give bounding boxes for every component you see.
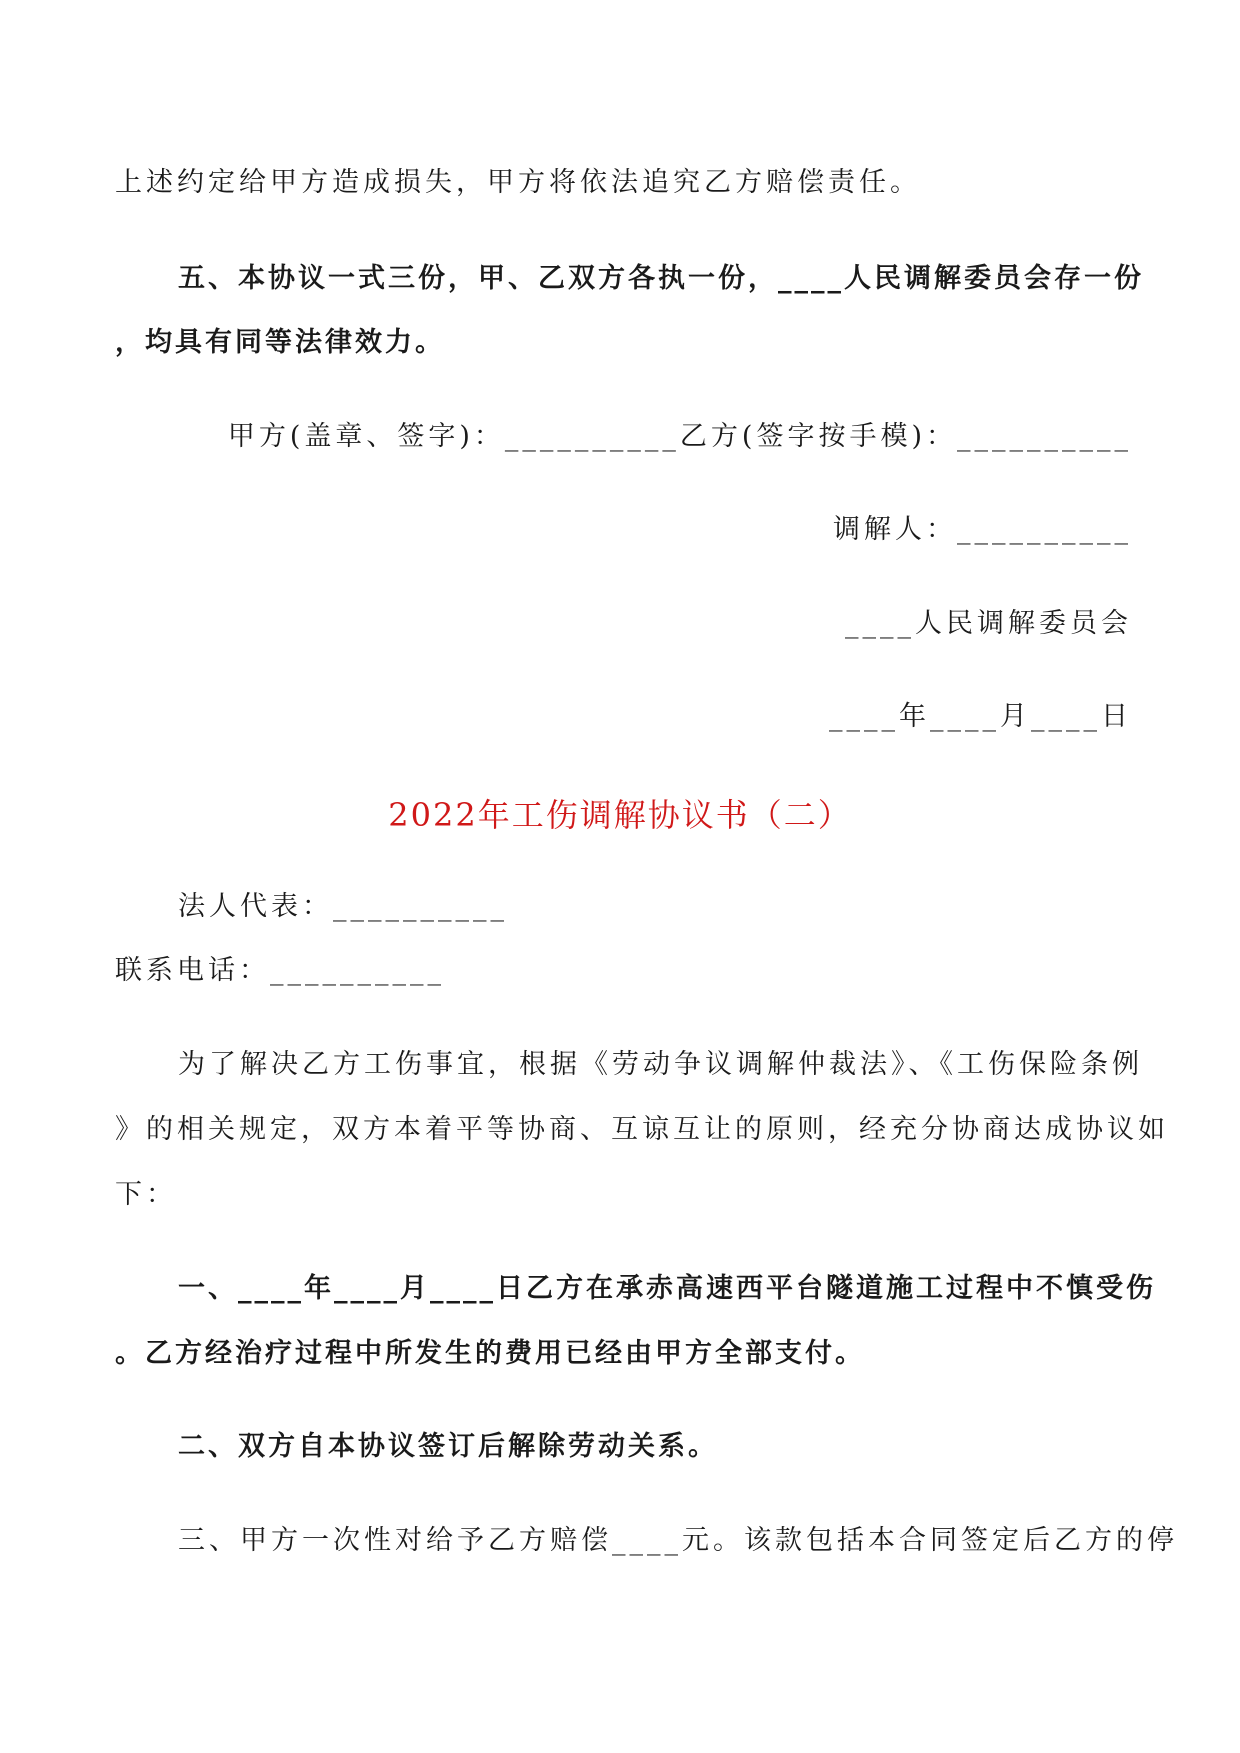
mediator-signature: 调解人：__________ [833,514,1132,545]
contact-phone: 联系电话：__________ [115,955,445,986]
legal-representative: 法人代表：__________ [178,891,508,922]
intro-line-3: 下： [115,1179,177,1210]
clause-5-line-2: ，均具有同等法律效力。 [115,327,445,358]
clause-1-line-1: 一、____年____月____日乙方在承赤高速西平台隧道施工过程中不慎受伤 [178,1273,1156,1304]
document-title: 2022年工伤调解协议书（二） [388,796,852,834]
paragraph-continuation: 上述约定给甲方造成损失，甲方将依法追究乙方赔偿责任。 [115,167,921,198]
clause-1-line-2: 。乙方经治疗过程中所发生的费用已经由甲方全部支付。 [115,1338,865,1369]
clause-5-line-1: 五、本协议一式三份，甲、乙双方各执一份，____人民调解委员会存一份 [178,263,1144,294]
mediation-committee: ____人民调解委员会 [845,608,1132,639]
signing-date: ____年____月____日 [829,701,1132,732]
signature-parties: 甲方(盖章、签字)：__________乙方(签字按手模)：__________ [227,421,1132,452]
intro-line-1: 为了解决乙方工伤事宜，根据《劳动争议调解仲裁法》、《工伤保险条例 [178,1049,1143,1080]
clause-2: 二、双方自本协议签订后解除劳动关系。 [178,1431,718,1462]
intro-line-2: 》的相关规定，双方本着平等协商、互谅互让的原则，经充分协商达成协议如 [115,1114,1169,1145]
clause-3-line-1: 三、甲方一次性对给予乙方赔偿____元。该款包括本合同签定后乙方的停 [178,1525,1178,1556]
